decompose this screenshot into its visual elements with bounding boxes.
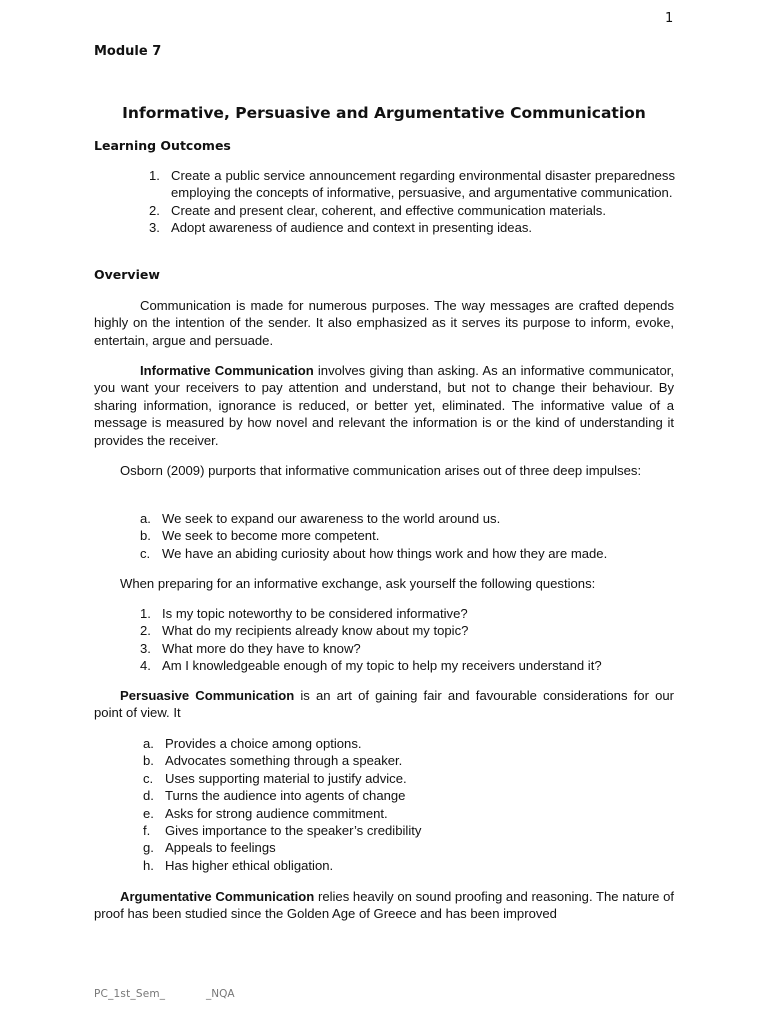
list-item-text: What more do they have to know? xyxy=(162,640,361,656)
list-item xyxy=(143,735,675,752)
argumentative-paragraph xyxy=(94,888,674,923)
learning-outcomes-heading: Learning Outcomes xyxy=(94,138,231,153)
list-item-text: Turns the audience into agents of change xyxy=(165,788,406,804)
list-item xyxy=(143,770,675,787)
list-item-text: Adopt awareness of audience and context in presenting ideas. xyxy=(171,220,533,236)
list-item xyxy=(143,857,675,874)
informative-paragraph xyxy=(94,362,674,449)
list-item xyxy=(143,822,675,839)
list-item xyxy=(140,622,675,639)
list-item xyxy=(149,167,675,202)
list-item xyxy=(140,605,675,622)
argumentative-description: relies heavily on sound proofing and reasoning. The nature of proof has been studied since the Golden Age of Greece and has been improved xyxy=(94,889,674,922)
osborn-paragraph: Osborn (2009) purports that informative communication arises out of three deep impulses: xyxy=(120,463,642,478)
list-marker: b. xyxy=(140,528,151,544)
learning-outcomes-list xyxy=(149,167,675,237)
persuasive-description: is an art of gaining fair and favourable considerations for our point of view. It xyxy=(94,688,674,721)
list-item-text: Provides a choice among options. xyxy=(165,736,362,751)
footer-left: PC_1st_Sem_ xyxy=(94,988,166,1000)
list-item xyxy=(149,219,675,236)
list-item xyxy=(140,640,675,657)
argumentative-term: Argumentative Communication xyxy=(120,889,315,904)
list-item xyxy=(140,657,675,674)
list-marker: 3. xyxy=(149,220,160,236)
page-number: 1 xyxy=(665,11,674,26)
impulses-list xyxy=(140,510,675,562)
list-item-text: Asks for strong audience commitment. xyxy=(165,805,388,821)
list-item xyxy=(143,839,675,856)
list-marker: c. xyxy=(143,770,154,786)
questions-intro: When preparing for an informative exchange, ask yourself the following questions: xyxy=(120,576,596,591)
list-marker: 2. xyxy=(149,202,160,218)
list-marker: f. xyxy=(143,823,151,839)
list-marker: 4. xyxy=(140,658,151,674)
list-marker: e. xyxy=(143,805,154,821)
list-item-text: We seek to become more competent. xyxy=(162,528,380,544)
questions-list xyxy=(140,605,675,675)
list-marker: 3. xyxy=(140,640,151,656)
persuasive-list xyxy=(143,735,675,874)
list-marker: 1. xyxy=(149,168,160,183)
list-item-text: Create and present clear, coherent, and effective communication materials. xyxy=(171,202,606,218)
list-item-text: Am I knowledgeable enough of my topic to help my receivers understand it? xyxy=(162,658,602,674)
list-marker: g. xyxy=(143,840,154,856)
list-marker: d. xyxy=(143,788,154,804)
persuasive-term: Persuasive Communication xyxy=(120,688,295,703)
list-item-text: Create a public service announcement regarding environmental disaster preparedness employing the concepts of informative, persuasive, and argumentative communication. xyxy=(171,168,675,201)
module-label: Module 7 xyxy=(94,44,162,59)
persuasive-paragraph xyxy=(94,687,674,722)
list-item xyxy=(143,752,675,769)
list-item xyxy=(140,527,675,544)
overview-heading: Overview xyxy=(94,267,160,282)
footer-right: _NQA xyxy=(206,988,235,1000)
list-marker: b. xyxy=(143,753,154,769)
list-item xyxy=(140,510,675,527)
list-marker: 2. xyxy=(140,623,151,639)
list-marker: a. xyxy=(140,511,151,526)
list-item-text: Is my topic noteworthy to be considered informative? xyxy=(162,606,468,621)
list-item-text: Gives importance to the speaker’s credibility xyxy=(165,823,422,839)
list-item-text: Has higher ethical obligation. xyxy=(165,857,334,873)
list-item-text: Uses supporting material to justify advice. xyxy=(165,770,407,786)
list-marker: c. xyxy=(140,545,151,561)
list-marker: h. xyxy=(143,857,154,873)
list-item-text: We seek to expand our awareness to the world around us. xyxy=(162,511,501,526)
list-item xyxy=(140,545,675,562)
document-title: Informative, Persuasive and Argumentative Communication xyxy=(122,104,646,122)
overview-paragraph-1: Communication is made for numerous purposes. The way messages are crafted depends highly on the intention of the sender. It also emphasized as it serves its purpose to inform, evoke, entertain, argue and persuade. xyxy=(94,298,674,348)
list-marker: a. xyxy=(143,736,154,751)
informative-term: Informative Communication xyxy=(140,363,314,378)
list-item-text: What do my recipients already know about my topic? xyxy=(162,623,469,639)
list-item-text: We have an abiding curiosity about how things work and how they are made. xyxy=(162,545,608,561)
list-item xyxy=(143,805,675,822)
list-marker: 1. xyxy=(140,606,151,621)
list-item-text: Advocates something through a speaker. xyxy=(165,753,403,769)
list-item xyxy=(143,787,675,804)
list-item-text: Appeals to feelings xyxy=(165,840,276,856)
informative-description: involves giving than asking. As an informative communicator, you want your receivers to pay attention and understand, but not to change their behaviour. By sharing information, ignorance is reduced, or better yet, eliminated. The informative value of a message is measured by how novel and relevant the information is or the kind of understanding it provides the receiver. xyxy=(94,363,674,448)
list-item xyxy=(149,202,675,219)
